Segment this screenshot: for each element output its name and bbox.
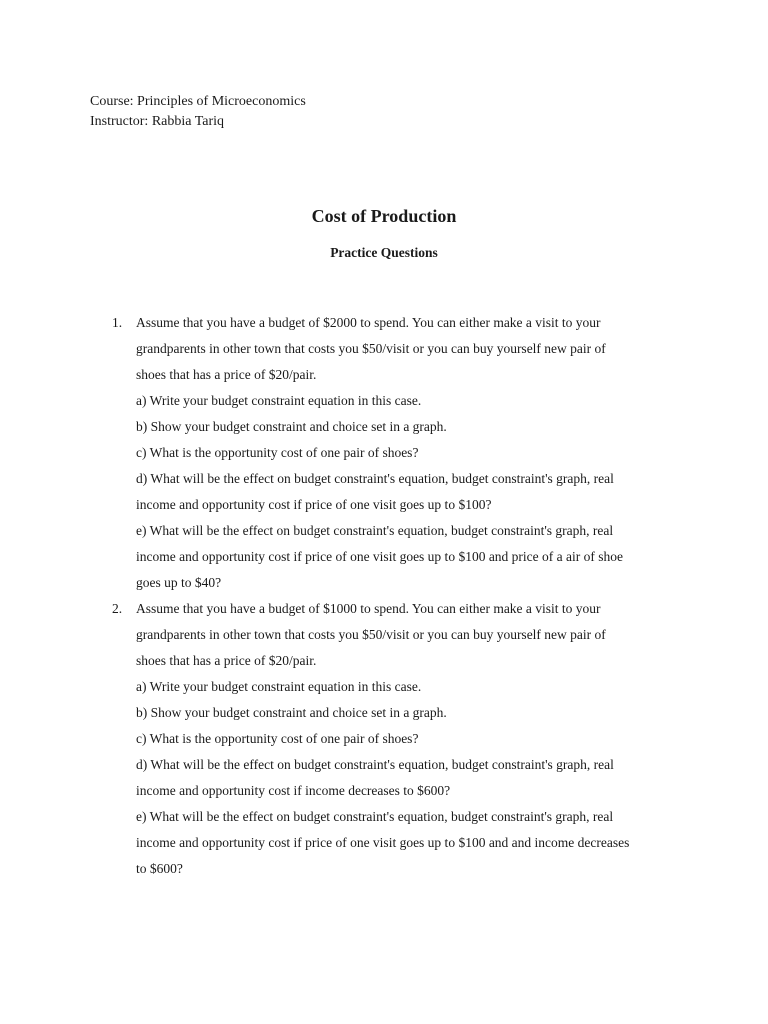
- sub-question-e-cont: goes up to $40?: [136, 575, 222, 590]
- sub-question-a: a) Write your budget constraint equation in this case.: [136, 679, 422, 694]
- sub-question-d-cont: income and opportunity cost if price of one visit goes up to $100?: [136, 497, 492, 512]
- sub-question-e-cont: income and opportunity cost if price of one visit goes up to $100 and price of a air of shoe: [136, 549, 624, 564]
- sub-question-b: b) Show your budget constraint and choice set in a graph.: [136, 705, 447, 720]
- question-line: Assume that you have a budget of $1000 to spend. You can either make a visit to your: [136, 601, 601, 616]
- instructor-line: Instructor: Rabbia Tariq: [90, 114, 225, 129]
- sub-question-d: d) What will be the effect on budget constraint's equation, budget constraint's graph, real: [136, 757, 614, 772]
- sub-question-e-cont: income and opportunity cost if price of one visit goes up to $100 and and income decreases: [136, 835, 630, 850]
- question-2: [112, 596, 672, 882]
- sub-question-e: e) What will be the effect on budget constraint's equation, budget constraint's graph, real: [136, 809, 614, 824]
- page-subtitle: Practice Questions: [330, 245, 438, 260]
- question-1: [112, 310, 672, 596]
- sub-question-b: b) Show your budget constraint and choice set in a graph.: [136, 419, 447, 434]
- sub-question-e: e) What will be the effect on budget constraint's equation, budget constraint's graph, real: [136, 523, 614, 538]
- sub-question-d: d) What will be the effect on budget constraint's equation, budget constraint's graph, real: [136, 471, 614, 486]
- question-line: shoes that has a price of $20/pair.: [136, 653, 317, 668]
- question-number: 1.: [112, 315, 123, 330]
- question-line: Assume that you have a budget of $2000 to spend. You can either make a visit to your: [136, 315, 601, 330]
- sub-question-d-cont: income and opportunity cost if income decreases to $600?: [136, 783, 451, 798]
- course-line: Course: Principles of Microeconomics: [90, 94, 306, 109]
- question-list: [112, 310, 672, 882]
- course-header: [90, 92, 306, 132]
- sub-question-c: c) What is the opportunity cost of one pair of shoes?: [136, 731, 419, 746]
- sub-question-c: c) What is the opportunity cost of one pair of shoes?: [136, 445, 419, 460]
- sub-question-a: a) Write your budget constraint equation in this case.: [136, 393, 422, 408]
- question-line: grandparents in other town that costs you $50/visit or you can buy yourself new pair of: [136, 341, 606, 356]
- question-line: shoes that has a price of $20/pair.: [136, 367, 317, 382]
- page-title: Cost of Production: [311, 206, 457, 226]
- question-line: grandparents in other town that costs you $50/visit or you can buy yourself new pair of: [136, 627, 606, 642]
- sub-question-e-cont: to $600?: [136, 861, 183, 876]
- question-number: 2.: [112, 601, 123, 616]
